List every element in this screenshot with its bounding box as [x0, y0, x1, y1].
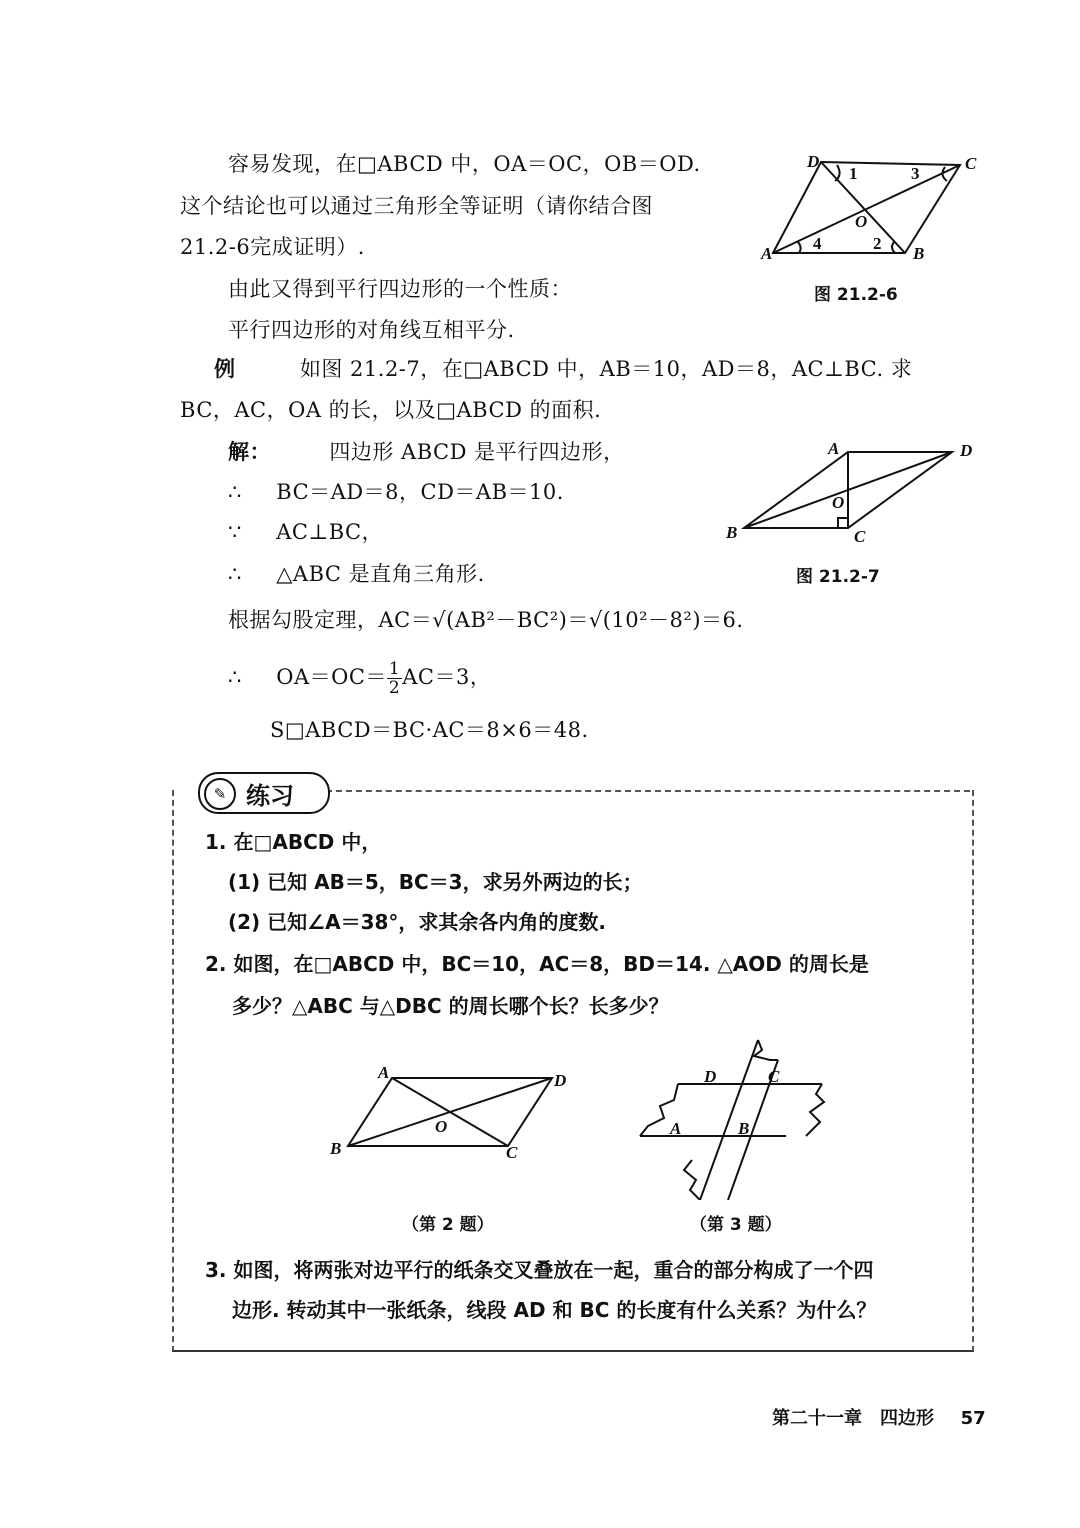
- practice-q3-line-2: 边形. 转动其中一张纸条，线段 AD 和 BC 的长度有什么关系？为什么？: [232, 1298, 877, 1322]
- example-line-2: BC，AC，OA 的长，以及□ABCD 的面积.: [180, 398, 602, 422]
- because-symbol: ∵: [228, 520, 242, 544]
- practice-q1-a: (1) 已知 AB＝5，BC＝3，求另外两边的长；: [228, 870, 643, 894]
- practice-badge-label: 练习: [246, 782, 294, 810]
- practice-q2-line-1: 2. 如图，在□ABCD 中，BC＝10，AC＝8，BD＝14. △AOD 的周长是: [205, 952, 869, 976]
- body-line-3: 21.2-6完成证明）.: [180, 235, 365, 259]
- solution-label: 解：: [228, 440, 271, 464]
- fig6-label-a: A: [761, 244, 773, 263]
- pencil-icon: ✎: [204, 778, 236, 810]
- fig7-label-b: B: [726, 523, 738, 542]
- strip-1-torn-right: [806, 1084, 824, 1136]
- solution-step-6b: AC＝3，: [402, 665, 492, 689]
- diagonal-bd: [821, 162, 905, 253]
- practice-q3-line-1: 3. 如图，将两张对边平行的纸条交叉叠放在一起，重合的部分构成了一个四: [205, 1258, 874, 1282]
- fraction-numerator: 1: [388, 659, 401, 679]
- fig3-label-a: A: [670, 1119, 682, 1138]
- solution-step-1: 四边形 ABCD 是平行四边形，: [329, 440, 625, 464]
- solution-line-7: S□ABCD＝BC·AC＝8×6＝48.: [270, 718, 589, 742]
- therefore-symbol-1: ∴: [228, 480, 242, 504]
- solution-step-2: BC＝AD＝8，CD＝AB＝10.: [276, 480, 564, 504]
- figure-question-3: [630, 1030, 830, 1200]
- solution-line-3: [228, 518, 383, 546]
- fig6-label-4: 4: [813, 234, 822, 253]
- fig2-label-d: D: [554, 1071, 567, 1090]
- solution-line-5: 根据勾股定理，AC＝√(AB²－BC²)＝√(10²－8²)＝6.: [228, 608, 744, 632]
- figure-question-3-caption: （第 3 题）: [690, 1215, 782, 1235]
- body-line-4: 由此又得到平行四边形的一个性质：: [228, 277, 572, 301]
- example-line-1: [214, 355, 912, 383]
- figure-21-2-6-caption: 图 21.2-6: [814, 285, 898, 305]
- angle-4-arc: [797, 241, 801, 253]
- fig3-label-b: B: [738, 1119, 750, 1138]
- page-footer: [772, 1404, 986, 1430]
- figure-question-2-caption: （第 2 题）: [402, 1215, 494, 1235]
- fig6-label-b: B: [913, 244, 925, 263]
- chapter-title: 第二十一章 四边形: [772, 1408, 934, 1429]
- fig7-label-a: A: [828, 439, 840, 458]
- fig2-label-o: O: [435, 1117, 448, 1136]
- solution-line-6: [228, 660, 491, 697]
- solution-step-6a: OA＝OC＝: [276, 665, 387, 689]
- fig6-label-1: 1: [849, 164, 858, 183]
- page-number: 57: [960, 1408, 986, 1429]
- fig3-label-d: D: [704, 1067, 717, 1086]
- diagonal-bd-q2: [348, 1078, 552, 1146]
- fig6-label-2: 2: [873, 234, 882, 253]
- solution-step-4: △ABC 是直角三角形.: [276, 562, 485, 586]
- figure-21-2-7-caption: 图 21.2-7: [796, 567, 880, 587]
- example-label: 例: [214, 357, 236, 381]
- figure-21-2-7: [720, 438, 980, 548]
- therefore-symbol-2: ∴: [228, 562, 242, 586]
- fig6-label-c: C: [965, 154, 977, 173]
- body-line-5: 平行四边形的对角线互相平分.: [228, 318, 515, 342]
- fig2-label-b: B: [330, 1139, 342, 1158]
- right-angle-mark: [838, 518, 848, 528]
- figure-question-2: [320, 1058, 580, 1168]
- figure-21-2-6: [755, 145, 995, 275]
- strip-2-torn-bottom: [684, 1160, 700, 1200]
- solution-line-1: [228, 438, 625, 466]
- practice-q2-line-2: 多少？△ABC 与△DBC 的周长哪个长？长多少？: [232, 994, 669, 1018]
- fig2-label-c: C: [506, 1143, 518, 1162]
- fig6-label-d: D: [807, 152, 820, 171]
- fig2-label-a: A: [378, 1063, 390, 1082]
- solution-step-3: AC⊥BC，: [276, 520, 384, 544]
- practice-top-rule: [326, 790, 970, 792]
- body-line-1: 容易发现，在□ABCD 中，OA＝OC，OB＝OD.: [228, 152, 701, 176]
- practice-q1-intro: 1. 在□ABCD 中，: [205, 830, 382, 854]
- fig7-label-d: D: [960, 441, 973, 460]
- fig6-label-o: O: [855, 212, 868, 231]
- solution-line-4: [228, 560, 485, 588]
- fig7-label-c: C: [854, 527, 866, 546]
- therefore-symbol-3: ∴: [228, 665, 242, 689]
- body-line-2: 这个结论也可以通过三角形全等证明（请你结合图: [180, 194, 653, 218]
- fig3-label-c: C: [768, 1067, 780, 1086]
- fraction-one-half: [387, 660, 402, 697]
- fig6-label-3: 3: [911, 164, 920, 183]
- fig7-label-o: O: [832, 493, 845, 512]
- practice-q1-b: (2) 已知∠A＝38°，求其余各内角的度数.: [228, 910, 606, 934]
- fraction-denominator: 2: [388, 678, 401, 698]
- example-text-1: 如图 21.2-7，在□ABCD 中，AB＝10，AD＝8，AC⊥BC. 求: [299, 357, 913, 381]
- solution-line-2: [228, 478, 564, 506]
- angle-2-arc: [892, 241, 895, 253]
- practice-badge: [198, 772, 330, 814]
- angle-3-arc: [942, 167, 947, 181]
